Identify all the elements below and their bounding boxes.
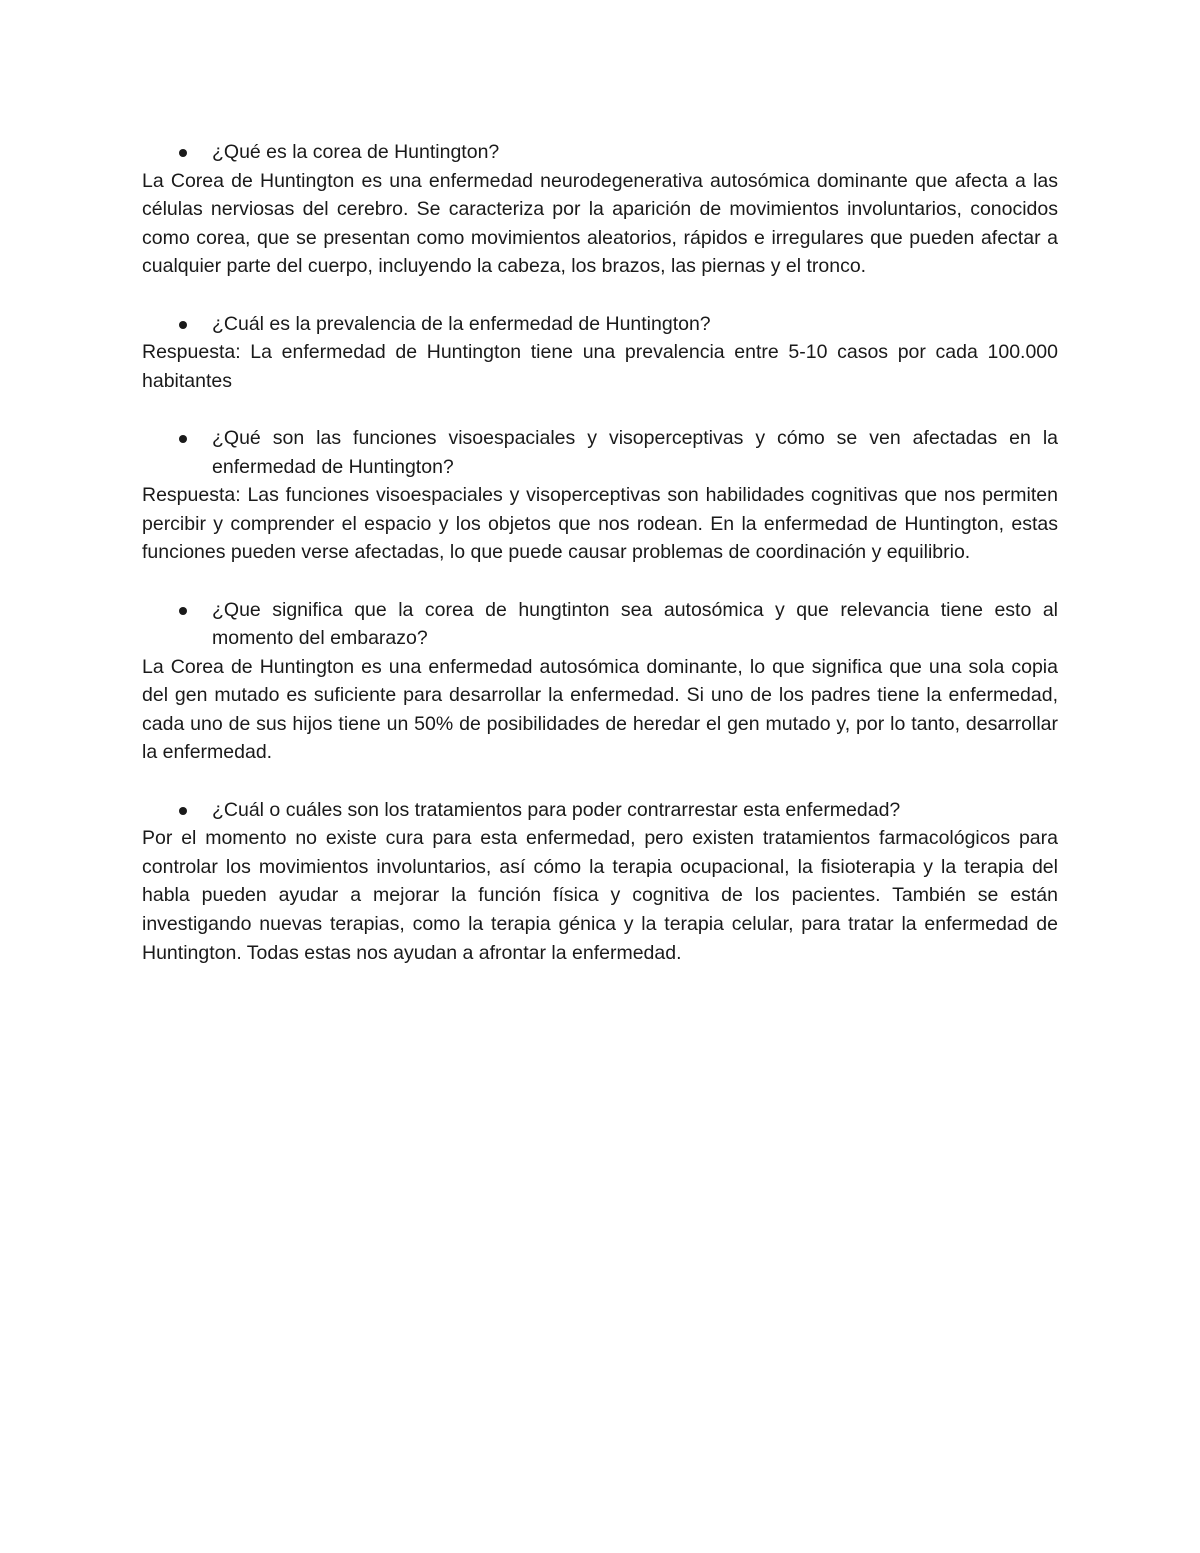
document-body: [142, 138, 1058, 996]
qa-item: [142, 796, 1058, 968]
answer-text: La Corea de Huntington es una enfermedad autosómica dominante, lo que significa que una sola copia del gen mutado es suficiente para desarrollar la enfermedad. Si uno de los padres tiene la enfermedad, cada uno de sus hijos tiene un 50% de posibilidades de heredar el gen mutado y, por lo tanto, desarrollar la enfermedad.: [142, 655, 1058, 764]
question-bullet-item: [142, 424, 1058, 481]
qa-item: [142, 424, 1058, 567]
answer-text: Respuesta: Las funciones visoespaciales y visoperceptivas son habilidades cognitivas que nos permiten percibir y comprender el espacio y los objetos que nos rodean. En la enfermedad de Huntington, estas funciones pueden verse afectadas, lo que puede causar problemas de coordinación y equilibrio.: [142, 484, 1058, 564]
question-bullet-item: [142, 138, 1058, 167]
bullet-icon: [179, 149, 187, 157]
qa-item: [142, 138, 1058, 281]
bullet-icon: [179, 807, 187, 815]
bullet-icon: [179, 321, 187, 329]
bullet-icon: [179, 435, 187, 443]
question-text: ¿Que significa que la corea de hungtinton sea autosómica y que relevancia tiene esto al momento del embarazo?: [212, 598, 1058, 650]
question-bullet-item: [142, 310, 1058, 339]
qa-item: [142, 596, 1058, 768]
question-text: ¿Qué es la corea de Huntington?: [212, 141, 500, 163]
answer-text: La Corea de Huntington es una enfermedad neurodegenerativa autosómica dominante que afecta a las células nerviosas del cerebro. Se caracteriza por la aparición de movimientos involuntarios, conocidos como corea, que se presentan como movimientos aleatorios, rápidos e irregulares que pueden afectar a cualquier parte del cuerpo, incluyendo la cabeza, los brazos, las piernas y el tronco.: [142, 169, 1058, 278]
question-text: ¿Qué son las funciones visoespaciales y visoperceptivas y cómo se ven afectadas en la enfermedad de Huntington?: [212, 426, 1058, 478]
question-bullet-item: [142, 596, 1058, 653]
answer-text: Respuesta: La enfermedad de Huntington tiene una prevalencia entre 5-10 casos por cada 100.000 habitantes: [142, 341, 1058, 392]
question-text: ¿Cuál o cuáles son los tratamientos para poder contrarrestar esta enfermedad?: [212, 798, 901, 821]
qa-item: [142, 310, 1058, 396]
bullet-icon: [179, 607, 187, 615]
question-bullet-item: [142, 796, 1058, 825]
question-text: ¿Cuál es la prevalencia de la enfermedad de Huntington?: [212, 312, 711, 335]
answer-text: Por el momento no existe cura para esta enfermedad, pero existen tratamientos farmacológicos para controlar los movimientos involuntarios, así cómo la terapia ocupacional, la fisioterapia y la terapia del habla pueden ayudar a mejorar la función física y cognitiva de los pacientes. También se están investigando nuevas terapias, como la terapia génica y la terapia celular, para tratar la enfermedad de Huntington. Todas estas nos ayudan a afrontar la enfermedad.: [142, 827, 1058, 964]
